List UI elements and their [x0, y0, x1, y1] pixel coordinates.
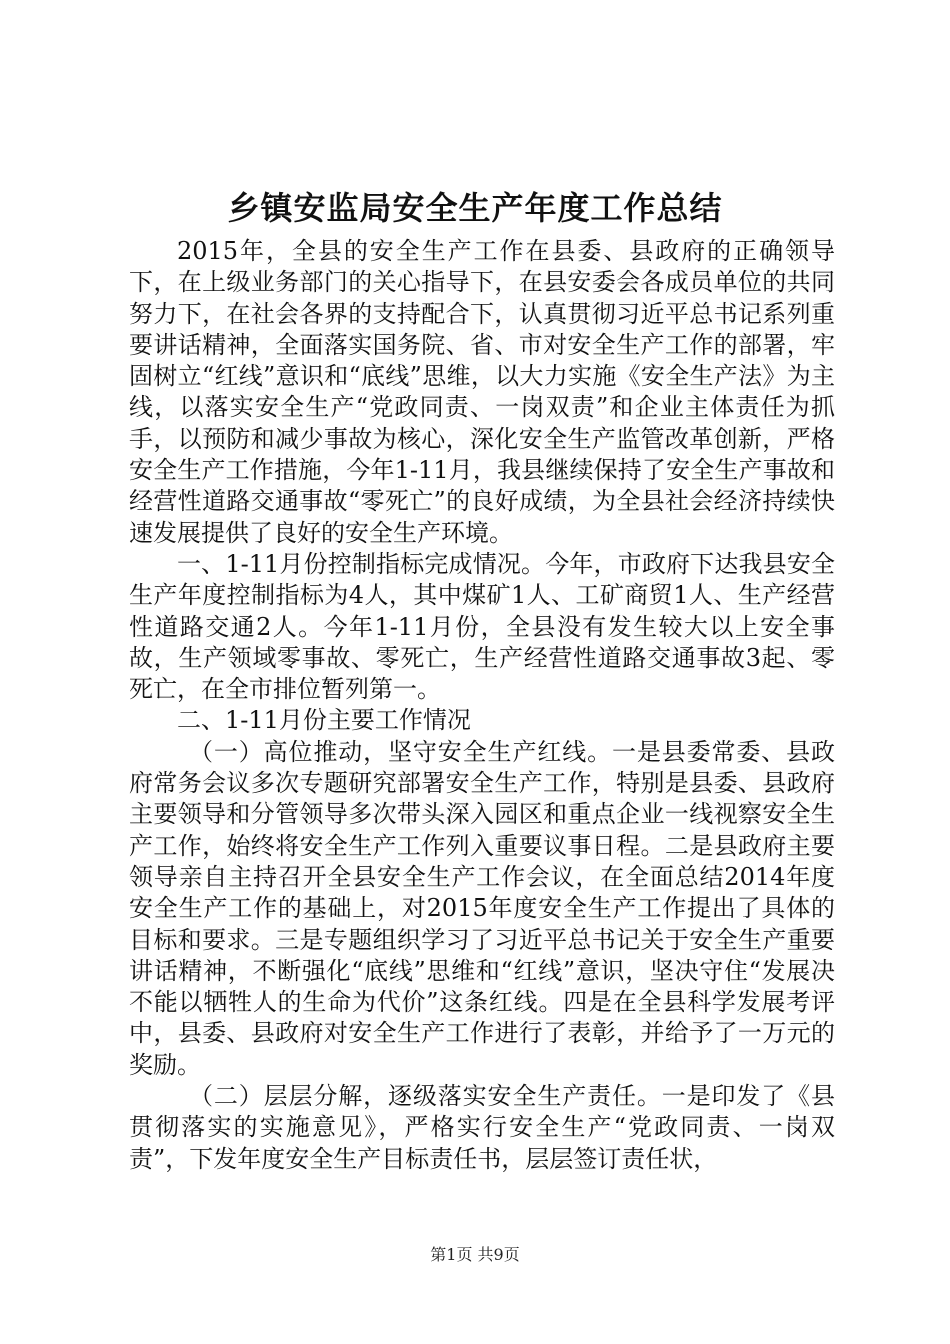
paragraph-section-1: 一、1-11月份控制指标完成情况。今年，市政府下达我县安全生产年度控制指标为4人，其中煤矿1人、工矿商贸1人、生产经营性道路交通2人。今年1-11月份，全县没有发生较大以上安全事故，生产领域零事故、零死亡，生产经营性道路交通事故3起、零死亡，在全市排位暂列第一。 — [129, 549, 835, 704]
paragraph-section-2-heading: 二、1-11月份主要工作情况 — [177, 706, 471, 735]
paragraph-subsection-2: （二）层层分解，逐级落实安全生产责任。一是印发了《县贯彻落实的实施意见》，严格实行安全生产“党政同责、一岗双责”，下发年度安全生产目标责任书，层层签订责任状， — [129, 1082, 835, 1173]
document-title: 乡镇安监局安全生产年度工作总结 — [227, 189, 723, 227]
paragraph-subsection-1: （一）高位推动，坚守安全生产红线。一是县委常委、县政府常务会议多次专题研究部署安全生产工作，特别是县委、县政府主要领导和分管领导多次带头深入园区和重点企业一线视察安全生产工作，始终将安全生产工作列入重要议事日程。二是县政府主要领导亲自主持召开全县安全生产工作会议，在全面总结2014年度安全生产工作的基础上，对2015年度安全生产工作提出了具体的目标和要求。三是专题组织学习了习近平总书记关于安全生产重要讲话精神，不断强化“底线”思维和“红线”意识，坚决守住“发展决不能以牺牲人的生命为代价”这条红线。四是在全县科学发展考评中，县委、县政府对安全生产工作进行了表彰，并给予了一万元的奖励。 — [129, 737, 835, 1079]
page-number-footer: 第1页 共9页 — [430, 1245, 520, 1264]
document-body — [129, 236, 835, 1175]
paragraph-intro: 2015年，全县的安全生产工作在县委、县政府的正确领导下，在上级业务部门的关心指导下，在县安委会各成员单位的共同努力下，在社会各界的支持配合下，认真贯彻习近平总书记系列重要讲话精神，全面落实国务院、省、市对安全生产工作的部署，牢固树立“红线”意识和“底线”思维，以大力实施《安全生产法》为主线，以落实安全生产“党政同责、一岗双责”和企业主体责任为抓手，以预防和减少事故为核心，深化安全生产监管改革创新，严格安全生产工作措施，今年1-11月，我县继续保持了安全生产事故和经营性道路交通事故“零死亡”的良好成绩，为全县社会经济持续快速发展提供了良好的安全生产环境。 — [129, 237, 835, 547]
